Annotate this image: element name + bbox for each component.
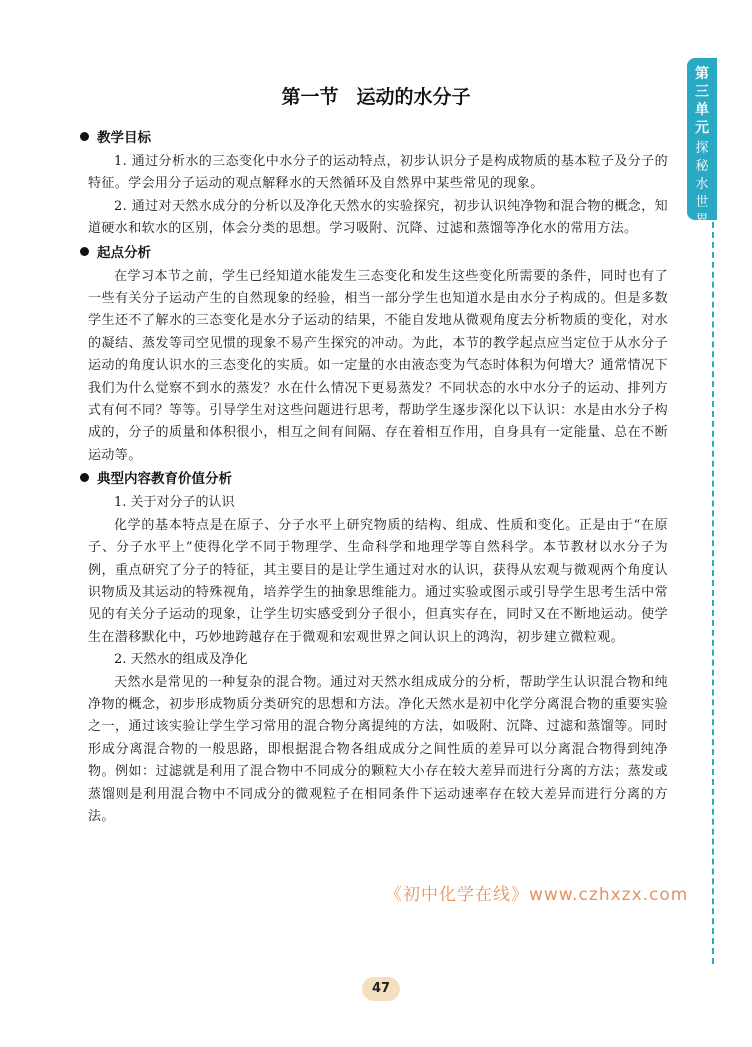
bullet-icon bbox=[80, 247, 89, 256]
heading-text: 教学目标 bbox=[97, 130, 151, 146]
watermark: 《初中化学在线》www.czhxzx.com bbox=[385, 885, 689, 905]
section-name: 运动的水分子 bbox=[356, 86, 471, 108]
subheading-water-purification: 2. 天然水的组成及净化 bbox=[114, 652, 248, 668]
topic-char: 界 bbox=[695, 213, 709, 228]
unit-topic-label bbox=[687, 140, 717, 230]
start-paragraph: 在学习本节之前，学生已经知道水能发生三态变化和发生这些变化所需要的条件，同时也有了一些有关分子运动产生的自然现象的经验，相当一部分学生也知道水是由水分子构成的。但是多数学生还不了解水的三态变化是水分子运动的结果，不能自发地从微观角度去分析物质的变化，对水的凝结、蒸发等司空见惯的现象不易产生探究的冲动。为此，本节的教学起点应当定位于从水分子运动的角度认识水的三态变化的实质。如一定量的水由液态变为气态时体积为何增大？通常情况下我们为什么觉察不到水的蒸发？水在什么情况下更易蒸发？不同状态的水中水分子的运动、排列方式有何不同？等等。引导学生对这些问题进行思考，帮助学生逐步深化以下认识：水是由水分子构成的，分子的质量和体积很小，相互之间有间隔、存在着相互作用，自身具有一定能量、总在不断运动等。 bbox=[88, 268, 668, 463]
bullet-icon bbox=[80, 473, 89, 482]
section-heading-goals bbox=[80, 126, 668, 151]
heading-text: 起点分析 bbox=[97, 244, 151, 261]
topic-char: 探 bbox=[695, 141, 709, 156]
page-number: 47 bbox=[362, 977, 400, 1001]
subheading-molecules: 1. 关于对分子的认识 bbox=[114, 495, 235, 511]
section-heading-start bbox=[80, 241, 668, 266]
unit-char: 单 bbox=[695, 102, 709, 118]
value-paragraph-2: 天然水是常见的一种复杂的混合物。通过对天然水组成成分的分析，帮助学生认识混合物和纯净物的概念，初步形成物质分类研究的思想和方法。净化天然水是初中化学分离混合物的重要实验之一，通过该实验让学生学习常用的混合物分离提纯的方法，如吸附、沉降、过滤和蒸馏等。同时形成分离混合物的一般思路，即根据混合物各组成成分之间性质的差异可以分离混合物得到纯净物。例如：过滤就是利用了混合物中不同成分的颗粒大小存在较大差异而进行分离的方法；蒸发或蒸馏则是利用混合物中不同成分的微观粒子在相同条件下运动速率存在较大差异而进行分离的方法。 bbox=[88, 674, 668, 824]
page-title bbox=[0, 82, 752, 109]
value-paragraph-1: 化学的基本特点是在原子、分子水平上研究物质的结构、组成、性质和变化。正是由于“在原子、分子水平上”使得化学不同于物理学、生命科学和地理学等自然科学。本节教材以水分子为例，重点研究了分子的特征，其主要目的是让学生通过对水的认识，获得从宏观与微观两个角度认识物质及其运动的特殊视角，培养学生的抽象思维能力。通过实验或图示或引导学生思考生活中常见的有关分子运动的现象，让学生切实感受到分子很小，但真实存在，同时又在不断地运动。使学生在潜移默化中，巧妙地跨越存在于微观和宏观世界之间认识上的鸿沟，初步建立微粒观。 bbox=[88, 517, 668, 645]
section-heading-value bbox=[80, 467, 668, 492]
heading-text: 典型内容教育价值分析 bbox=[97, 471, 232, 488]
goal-paragraph-1: 1. 通过分析水的三态变化中水分子的运动特点，初步认识分子是构成物质的基本粒子及分子的特征。学会用分子运动的观点解释水的天然循环及自然界中某些常见的现象。 bbox=[88, 154, 668, 192]
main-content bbox=[88, 126, 668, 828]
topic-char: 世 bbox=[695, 195, 709, 210]
margin-dashed-line bbox=[712, 222, 714, 964]
section-number: 第一节 bbox=[281, 86, 339, 108]
bullet-icon bbox=[80, 132, 89, 141]
goal-paragraph-2: 2. 通过对天然水成分的分析以及净化天然水的实验探究，初步认识纯净物和混合物的概念，知道硬水和软水的区别，体会分类的思想。学习吸附、沉降、过滤和蒸馏等净化水的常用方法。 bbox=[88, 198, 668, 237]
unit-char: 第 bbox=[695, 66, 709, 82]
topic-char: 秘 bbox=[695, 159, 709, 174]
unit-char: 元 bbox=[695, 120, 709, 136]
unit-char: 三 bbox=[695, 84, 709, 100]
topic-char: 水 bbox=[695, 177, 709, 192]
